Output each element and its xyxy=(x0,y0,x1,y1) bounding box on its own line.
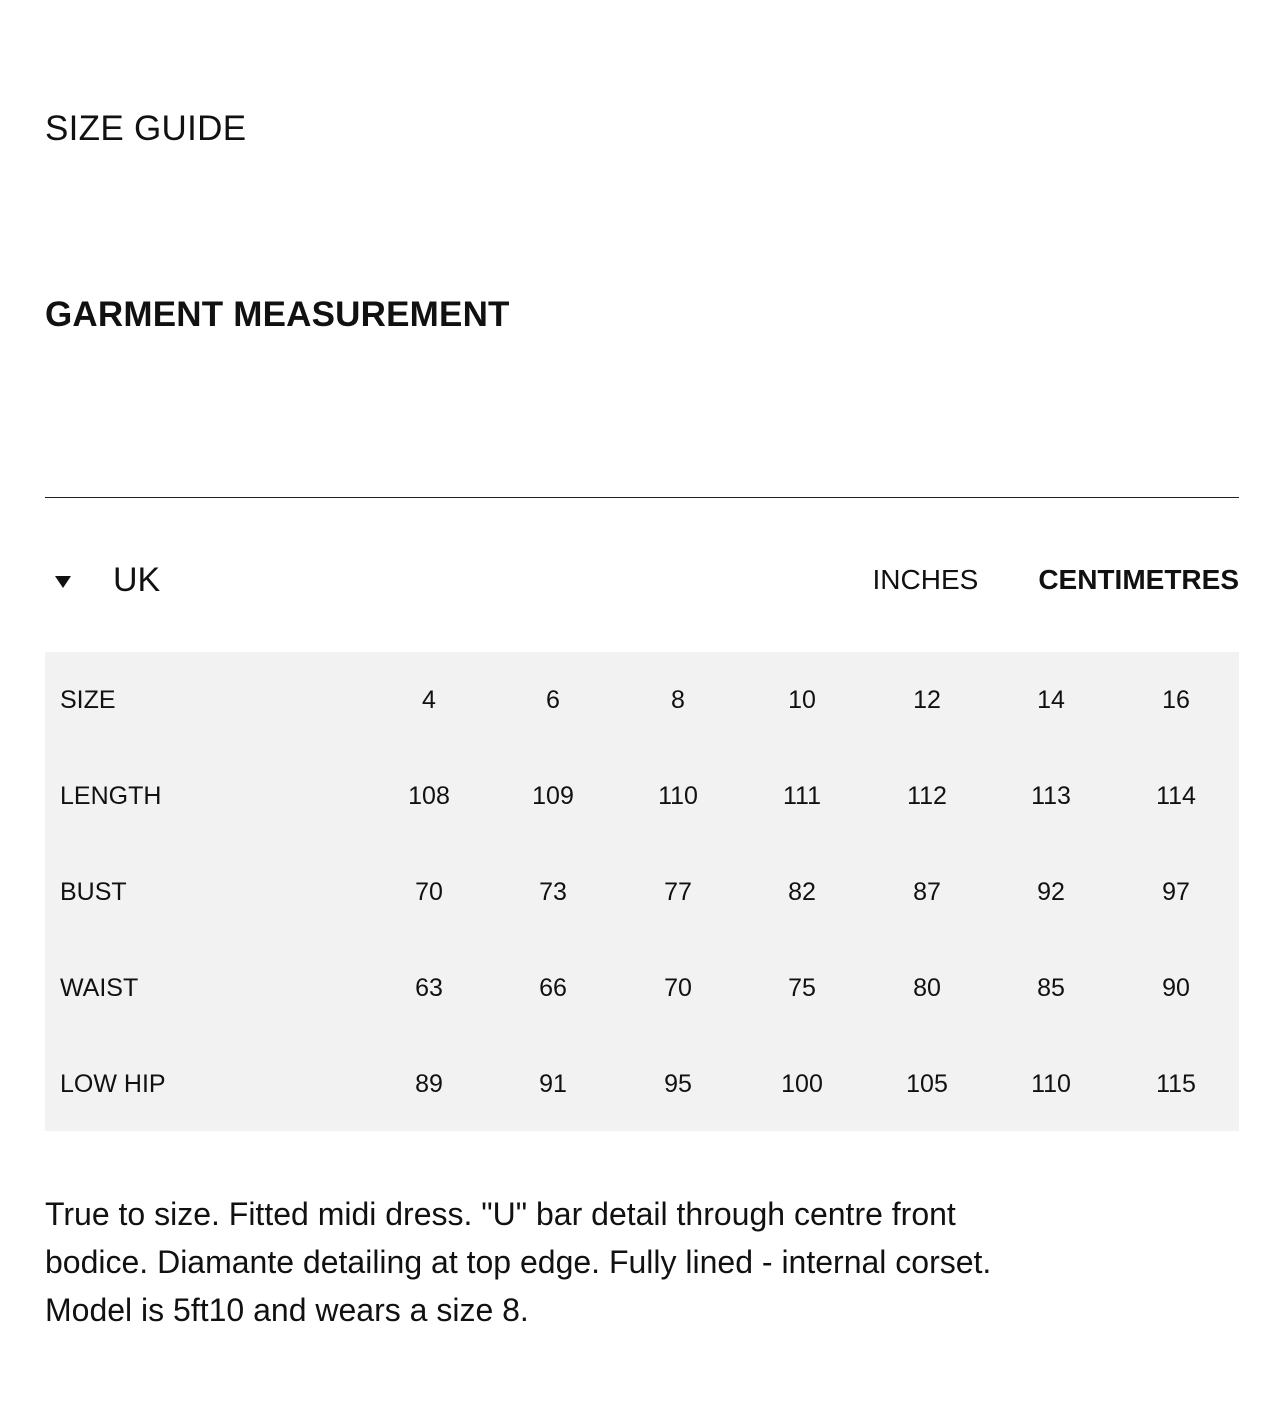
region-label: UK xyxy=(113,561,161,599)
size-cell: 12 xyxy=(913,686,941,714)
table-cell: 111 xyxy=(782,782,821,810)
row-label: BUST xyxy=(60,878,127,906)
table-cell: 89 xyxy=(415,1070,443,1098)
table-cell: 85 xyxy=(1037,974,1065,1002)
caret-down-icon xyxy=(55,576,71,588)
size-cell: 8 xyxy=(671,686,685,714)
table-cell: 75 xyxy=(788,974,816,1002)
unit-centimetres-button[interactable]: CENTIMETRES xyxy=(1038,564,1239,595)
table-cell: 105 xyxy=(906,1070,948,1098)
garment-measurement-heading: GARMENT MEASUREMENT xyxy=(45,295,510,334)
table-cell: 109 xyxy=(532,782,574,810)
table-cell: 115 xyxy=(1156,1070,1196,1098)
table-row xyxy=(45,748,1239,844)
garment-description: True to size. Fitted midi dress. "U" bar detail through centre front bodice. Diamante detailing at top edge. Fully lined - internal corset. Model is 5ft10 and wears a size 8. xyxy=(45,1196,992,1328)
table-row xyxy=(45,1036,1239,1132)
table-cell: 112 xyxy=(907,782,947,810)
unit-toggle xyxy=(873,556,1239,604)
table-cell: 91 xyxy=(539,1070,567,1098)
row-label: WAIST xyxy=(60,974,139,1002)
table-cell: 70 xyxy=(415,878,443,906)
row-label: SIZE xyxy=(60,686,116,714)
table-cell: 97 xyxy=(1162,878,1190,906)
table-cell: 113 xyxy=(1031,782,1071,810)
table-cell: 82 xyxy=(788,878,816,906)
row-label: LENGTH xyxy=(60,782,162,810)
table-cell: 95 xyxy=(664,1070,692,1098)
table-cell: 110 xyxy=(1031,1070,1071,1098)
table-cell: 92 xyxy=(1037,878,1065,906)
table-cell: 70 xyxy=(664,974,692,1002)
row-label: LOW HIP xyxy=(60,1070,166,1098)
table-cell: 90 xyxy=(1162,974,1190,1002)
divider xyxy=(45,497,1239,498)
table-row xyxy=(45,844,1239,940)
size-cell: 14 xyxy=(1037,686,1065,714)
size-cell: 10 xyxy=(788,686,816,714)
table-cell: 108 xyxy=(408,782,450,810)
size-guide-title: SIZE GUIDE xyxy=(45,109,247,148)
table-row xyxy=(45,940,1239,1036)
table-cell: 110 xyxy=(658,782,698,810)
size-cell: 4 xyxy=(422,686,436,714)
table-cell: 114 xyxy=(1156,782,1196,810)
size-table xyxy=(45,652,1239,1131)
table-cell: 66 xyxy=(539,974,567,1002)
table-cell: 73 xyxy=(539,878,567,906)
size-cell: 6 xyxy=(546,686,560,714)
table-cell: 77 xyxy=(664,878,692,906)
region-selector[interactable] xyxy=(55,556,160,604)
table-cell: 80 xyxy=(913,974,941,1002)
table-cell: 87 xyxy=(913,878,941,906)
table-cell: 100 xyxy=(781,1070,823,1098)
table-header-row xyxy=(45,652,1239,748)
size-cell: 16 xyxy=(1162,686,1190,714)
unit-inches-button[interactable]: INCHES xyxy=(872,564,979,595)
table-cell: 63 xyxy=(415,974,443,1002)
